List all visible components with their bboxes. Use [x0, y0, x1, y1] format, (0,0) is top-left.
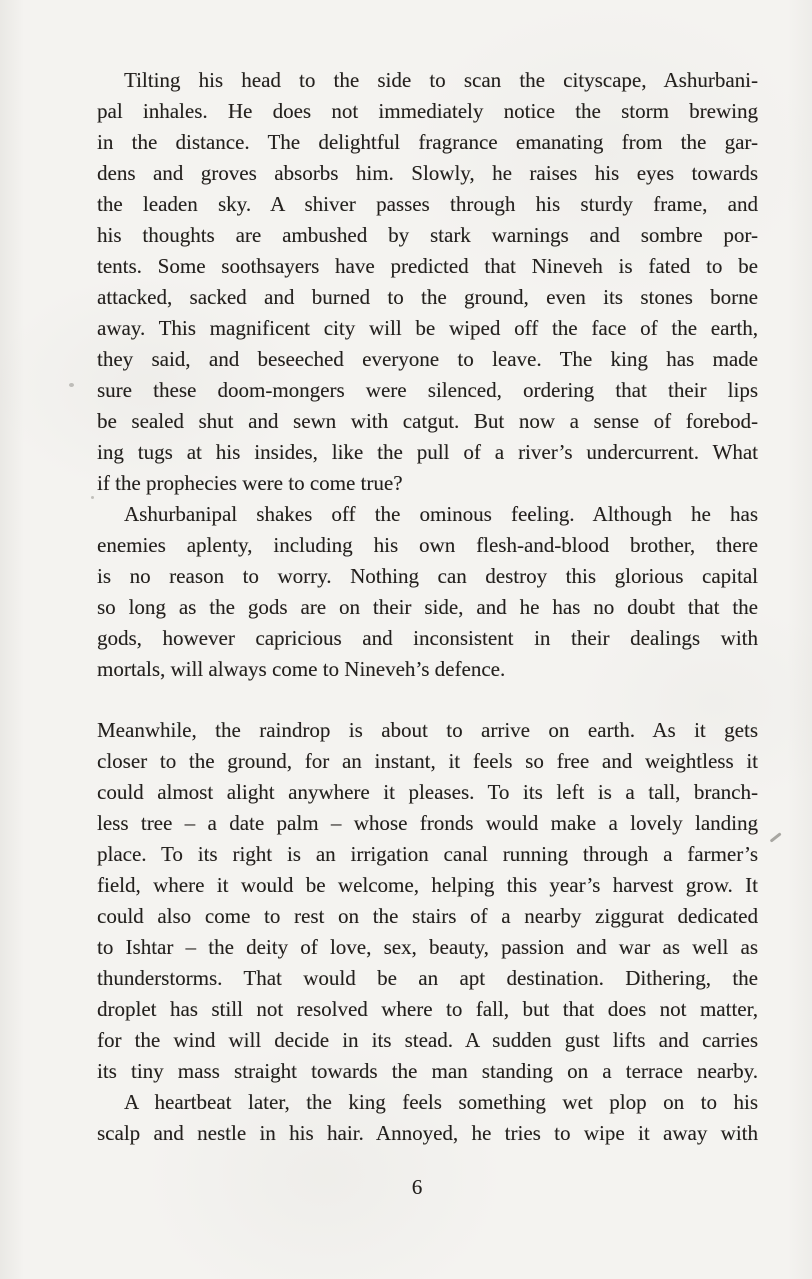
text-line: so long as the gods are on their side, and he has no doubt that the	[97, 595, 758, 619]
paragraph	[97, 499, 758, 685]
text-line: his thoughts are ambushed by stark warnings and sombre por-	[97, 223, 758, 247]
text-line: attacked, sacked and burned to the ground, even its stones borne	[97, 285, 758, 309]
text-line: be sealed shut and sewn with catgut. But now a sense of forebod-	[97, 409, 758, 433]
text-line: mortals, will always come to Nineveh’s defence.	[97, 657, 506, 681]
text-line: Ashurbanipal shakes off the ominous feeling. Although he has	[124, 502, 758, 526]
page-number: 6	[411, 1175, 423, 1199]
text-line: pal inhales. He does not immediately notice the storm brewing	[97, 99, 758, 123]
text-line: droplet has still not resolved where to fall, but that does not matter,	[97, 997, 758, 1021]
scan-artifact-dot	[91, 496, 94, 499]
text-line: could almost alight anywhere it pleases. To its left is a tall, branch-	[97, 780, 758, 804]
text-line: could also come to rest on the stairs of a nearby ziggurat dedicated	[97, 904, 758, 928]
text-line: less tree – a date palm – whose fronds would make a lovely landing	[97, 811, 758, 835]
text-line: away. This magnificent city will be wiped off the face of the earth,	[97, 316, 758, 340]
page-text-block	[97, 65, 758, 1149]
text-line: A heartbeat later, the king feels something wet plop on to his	[124, 1090, 758, 1114]
text-line: for the wind will decide in its stead. A sudden gust lifts and carries	[97, 1028, 758, 1052]
text-line: its tiny mass straight towards the man standing on a terrace nearby.	[97, 1059, 758, 1083]
text-line: they said, and beseeched everyone to leave. The king has made	[97, 347, 758, 371]
text-line: to Ishtar – the deity of love, sex, beauty, passion and war as well as	[97, 935, 758, 959]
text-line: if the prophecies were to come true?	[97, 471, 403, 495]
text-line: tents. Some soothsayers have predicted that Nineveh is fated to be	[97, 254, 758, 278]
text-line: gods, however capricious and inconsistent in their dealings with	[97, 626, 758, 650]
text-line: place. To its right is an irrigation canal running through a farmer’s	[97, 842, 758, 866]
text-line: enemies aplenty, including his own flesh-and-blood brother, there	[97, 533, 758, 557]
text-line: ing tugs at his insides, like the pull of a river’s undercurrent. What	[97, 440, 758, 464]
scan-artifact-dot	[69, 383, 74, 387]
scan-artifact-mark	[770, 832, 782, 842]
text-line: in the distance. The delightful fragrance emanating from the gar-	[97, 130, 758, 154]
paragraph	[97, 1087, 758, 1149]
text-line: scalp and nestle in his hair. Annoyed, he tries to wipe it away with	[97, 1121, 758, 1145]
paragraph	[97, 65, 758, 499]
text-line: is no reason to worry. Nothing can destroy this glorious capital	[97, 564, 758, 588]
text-line: closer to the ground, for an instant, it feels so free and weightless it	[97, 749, 758, 773]
text-line: the leaden sky. A shiver passes through his sturdy frame, and	[97, 192, 758, 216]
paragraph	[97, 715, 758, 1087]
text-line: Tilting his head to the side to scan the cityscape, Ashurbani-	[124, 68, 758, 92]
text-line: field, where it would be welcome, helping this year’s harvest grow. It	[97, 873, 758, 897]
text-line: dens and groves absorbs him. Slowly, he raises his eyes towards	[97, 161, 758, 185]
text-line: sure these doom-mongers were silenced, ordering that their lips	[97, 378, 758, 402]
text-line: Meanwhile, the raindrop is about to arrive on earth. As it gets	[97, 718, 758, 742]
text-line: thunderstorms. That would be an apt destination. Dithering, the	[97, 966, 758, 990]
